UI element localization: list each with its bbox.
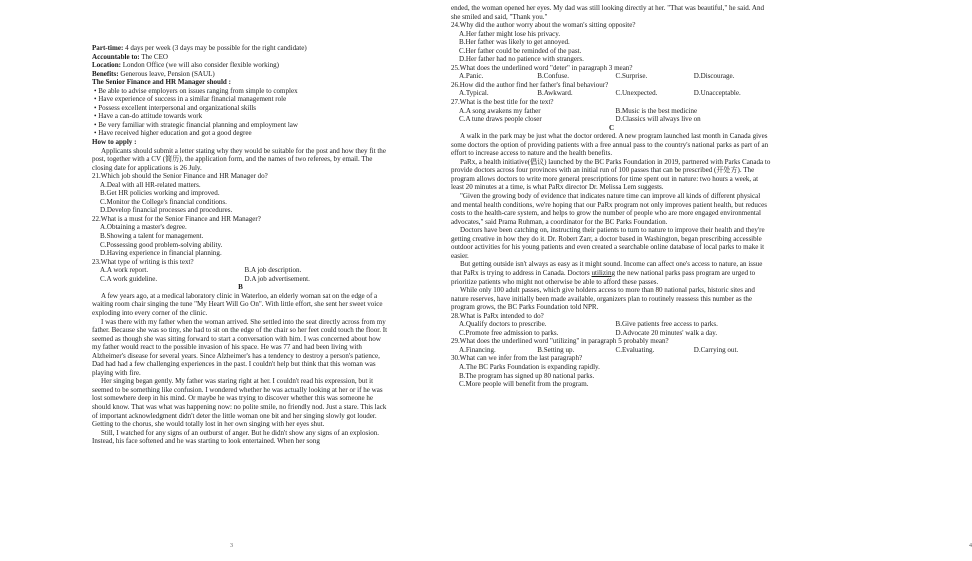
paragraph-text: the new national parks pass program are urged to prioritize patients who might not otherwise be able to afford these passes.	[451, 268, 756, 286]
q26-option-d: D.Unacceptable.	[693, 89, 741, 98]
q26-option-b: B.Awkward.	[537, 89, 573, 98]
requirement-item: • Possess excellent interpersonal and organizational skills	[94, 103, 257, 112]
q29-options-row	[451, 346, 772, 355]
q23-option-a: A.A work report.	[100, 266, 149, 275]
ad-label: Benefits:	[92, 69, 119, 78]
q24-option-c: C.Her father could be reminded of the past.	[459, 46, 582, 55]
q23-option-c: C.A work guideline.	[100, 274, 158, 283]
requirements-heading: The Senior Finance and HR Manager should :	[92, 78, 231, 87]
q26-options-row	[451, 89, 772, 98]
ad-label: Part-time:	[92, 44, 124, 52]
passage-c-paragraph: "Given the growing body of evidence that indicates nature time can improve all kinds of different physical and mental health conditions, we're hoping that our PaRx program not only improves patient health, but reduces costs to the health-care system, and helps to grow the number of people who are more engaged environmental advocates," said Prama Ruhman, a coordinator for the BC Parks Foundation.	[451, 192, 767, 226]
passage-c-paragraph: While only 100 adult passes, which give holders access to more than 80 national parks, historic sites and nature reserves, have initially been made available, organizers plan to routinely reassess this number as the program grows, the BC Parks Foundation told NPR.	[451, 286, 755, 312]
q24-option-b: B.Her father was likely to get annoyed.	[459, 38, 570, 47]
apply-paragraph: Applicants should submit a letter stating why they would be suitable for the post and how they fit the post, together with a CV (简历), the application form, and the names of two referees, by email. The closing date for applications is 26 July.	[92, 146, 386, 172]
ad-line-benefits	[92, 70, 389, 79]
page-number: 4	[969, 543, 972, 549]
q27-option-c: C.A tune draws people closer	[459, 115, 542, 124]
section-c-heading: C	[608, 123, 615, 132]
q23-option-d: D.A job advertisement.	[244, 274, 310, 283]
apply-heading: How to apply :	[92, 138, 137, 147]
passage-b-paragraph: Still, I watched for any signs of an outburst of anger. But he didn't show any signs of an explosion. Instead, his face softened and he was starting to look entertained. When her song	[92, 428, 380, 446]
requirement-item: • Have a can-do attitude towards work	[94, 112, 203, 121]
q28-option-a: A.Qualify doctors to prescribe.	[459, 320, 547, 329]
question-28-stem: 28.What is PaRx intended to do?	[451, 311, 544, 320]
ad-text: 4 days per week (3 days may be possible for the right candidate)	[123, 44, 307, 52]
q25-options-row	[451, 72, 772, 81]
q23-options-row-2	[92, 275, 389, 284]
q25-option-c: C.Surprise.	[615, 72, 648, 81]
question-26-stem: 26.How did the author find her father's final behaviour?	[451, 80, 609, 89]
q29-option-a: A.Financing.	[459, 345, 496, 354]
requirement-item: • Be able to advise employers on issues ranging from simple to complex	[94, 86, 298, 95]
requirement-item: • Have received higher education and got a good degree	[94, 129, 252, 138]
q26-option-a: A.Typical.	[459, 89, 489, 98]
underlined-word-utilizing: utilizing	[591, 268, 616, 277]
q22-option-d: D.Having experience in financial planning.	[100, 249, 222, 258]
passage-b-paragraph: I was there with my father when the woman arrived. She settled into the seat directly across from my father. Because she was so tiny, she had to sit on the edge of the chair so her feet could touch the floor. It seemed as though she was sitting forward to start a conversation with him. I was concerned about how my father would react to the possible invasion of his space. He was 77 and had been living with Alzheimer's disease for several years. Since Alzheimer's has a tendency to destroy a person's patience, Dad had had a few challenging experiences in the past. I couldn't help but think that this woman was playing with fire.	[92, 317, 388, 377]
q27-options-row-1	[451, 107, 772, 116]
q30-option-b: B.The program has signed up 80 national parks.	[459, 371, 595, 380]
ad-line-accountable	[92, 53, 389, 62]
question-24-stem: 24.Why did the author worry about the woman's sitting opposite?	[451, 21, 636, 30]
q29-option-b: B.Setting up.	[537, 345, 575, 354]
q27-option-b: B.Music is the best medicine	[615, 106, 698, 115]
q25-option-b: B.Confuse.	[537, 72, 569, 81]
question-29-stem: 29.What does the underlined word "utilizing" in paragraph 5 probably mean?	[451, 337, 669, 346]
passage-c-paragraph-5	[451, 260, 772, 286]
ad-label: Location:	[92, 61, 121, 70]
ad-line-location	[92, 61, 389, 70]
page-number: 3	[230, 543, 233, 549]
left-page	[0, 0, 397, 561]
q30-option-a: A.The BC Parks Foundation is expanding rapidly.	[459, 362, 600, 371]
left-column	[92, 44, 389, 446]
q28-option-d: D.Advocate 20 minutes' walk a day.	[615, 328, 718, 337]
question-21-stem: 21.Which job should the Senior Finance and HR Manager do?	[92, 172, 268, 181]
ad-line-part-time	[92, 44, 389, 53]
question-22-stem: 22.What is a must for the Senior Finance and HR Manager?	[92, 214, 261, 223]
q28-options-row-2	[451, 329, 772, 338]
q26-option-c: C.Unexpected.	[615, 89, 658, 98]
q23-option-b: B.A job description.	[244, 266, 302, 275]
ad-label: Accountable to:	[92, 52, 140, 61]
question-25-stem: 25.What does the underlined word "deter" in paragraph 3 mean?	[451, 63, 633, 72]
passage-b-paragraph: Her singing began gently. My father was staring right at her. I couldn't read his expression, but it seemed to be something like confusion. I wondered whether he was actually looking at her or if he was lost somewhere deep in his mind. Or maybe he was trying to discover whether this was someone he should know. That was what was happening now: no polite smile, no friendly nod. Just a stare. This lack of important acknowledgment didn't deter the little woman one bit and her singing slowly got louder. Getting to the chorus, she would totally lost in her own singing with her eyes shut.	[92, 377, 387, 429]
ad-text: London Office (we will also consider flexible working)	[120, 61, 279, 70]
q22-option-c: C.Possessing good problem-solving ability.	[100, 240, 223, 249]
q28-options-row-1	[451, 320, 772, 329]
ad-text: Generous leave, Pension (SAUL)	[118, 69, 215, 78]
q21-option-c: C.Monitor the College's financial conditions.	[100, 197, 227, 206]
q28-option-c: C.Promote free admission to parks.	[459, 328, 559, 337]
q30-option-c: C.More people will benefit from the program.	[459, 380, 589, 389]
q21-option-b: B.Get HR policies working and improved.	[100, 189, 220, 198]
passage-b-continuation: ended, the woman opened her eyes. My dad was still looking directly at her. "That was beautiful," he said. And she smiled and said, "Thank you."	[451, 4, 764, 21]
question-23-stem: 23.What type of writing is this text?	[92, 257, 194, 266]
passage-c-paragraph: A walk in the park may be just what the doctor ordered. A new program launched last month in Canada gives some doctors the option of providing patients with a free annual pass to the country's national parks as part of an effort to increase access to nature and the health benefits.	[451, 132, 769, 158]
q27-option-a: A.A song awakens my father	[459, 106, 541, 115]
q27-options-row-2	[451, 115, 772, 124]
q25-option-a: A.Panic.	[459, 72, 484, 81]
q24-option-a: A.Her father might lose his privacy.	[459, 29, 561, 38]
question-30-stem: 30.What can we infer from the last paragraph?	[451, 354, 583, 363]
q22-option-a: A.Obtaining a master's degree.	[100, 223, 187, 232]
paragraph-text: But getting outside isn't always as easy as it might sound. Income can affect one's access to nature, an issue that PaRx is trying to address in Canada. Doctors	[451, 260, 763, 277]
q27-option-d: D.Classics will always live on	[615, 115, 701, 124]
q22-option-b: B.Showing a talent for management.	[100, 232, 204, 241]
q29-option-c: C.Evaluating.	[615, 345, 655, 354]
q24-option-d: D.Her father had no patience with strangers.	[459, 55, 584, 64]
q21-option-a: A.Deal with all HR-related matters.	[100, 180, 201, 189]
requirement-item: • Have experience of success in a similar financial management role	[94, 95, 287, 104]
requirement-item: • Be very familiar with strategic financial planning and employment law	[94, 120, 299, 129]
q25-option-d: D.Discourage.	[693, 72, 735, 81]
passage-c-paragraph: PaRx, a health initiative(倡议) launched by the BC Parks Foundation in 2019, partnered with Parks Canada to provide doctors across four provinces with an initial run of 100 passes that can be prescribed (开处方). The program allows doctors to write more general prescriptions for time spent out in nature: two hours a week, at least 20 minutes at a time, is what PaRx director Dr. Melissa Lem suggests.	[451, 157, 771, 192]
right-page	[397, 0, 972, 561]
q28-option-b: B.Give patients free access to parks.	[615, 320, 718, 329]
q29-option-d: D.Carrying out.	[693, 345, 739, 354]
question-27-stem: 27.What is the best title for the text?	[451, 98, 554, 107]
q21-option-d: D.Develop financial processes and procedures.	[100, 206, 233, 215]
q23-options-row-1	[92, 266, 389, 275]
section-b-heading: B	[238, 283, 243, 292]
right-column	[451, 4, 772, 389]
ad-text: The CEO	[139, 52, 169, 61]
passage-c-paragraph: Doctors have been catching on, instructing their patients to turn to nature to improve their health and they're getting creative in how they do it. Dr. Robert Zarr, a doctor based in Washington, began prescribing accessible outdoor activities for his young patients and even created a searchable online database of local parks to make it easier.	[451, 226, 765, 260]
passage-b-paragraph: A few years ago, at a medical laboratory clinic in Waterloo, an elderly woman sat on the edge of a waiting room chair singing the tune "My Heart Will Go On". With little effort, she sent her sweet voice exploding into every corner of the clinic.	[92, 291, 383, 317]
